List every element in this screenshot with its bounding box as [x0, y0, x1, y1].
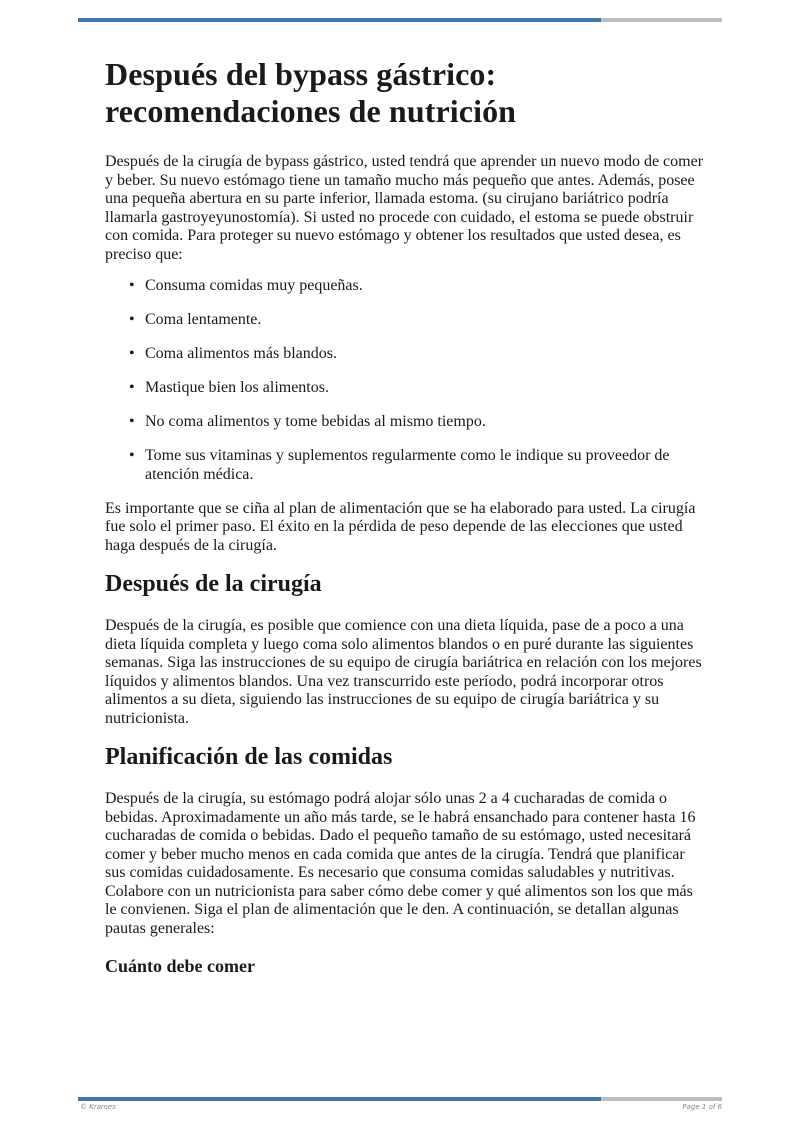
list-item: • Coma lentamente. [129, 311, 262, 328]
footer-progress-fill [78, 1097, 601, 1101]
closing-paragraph: Es importante que se ciña al plan de alimentación que se ha elaborado para usted. La cirugía fue solo el primer paso. El éxito en la pérdida de peso depende de las elecciones que usted haga después de la cirugía. [105, 499, 696, 554]
document-content [105, 56, 705, 977]
list-item: • Tome sus vitaminas y suplementos regularmente como le indique su proveedor de atención médica. [129, 447, 670, 483]
footer-page-number: Page 1 of 6 [682, 1103, 722, 1111]
recommendations-list [105, 277, 705, 484]
list-item: • Mastique bien los alimentos. [129, 379, 329, 396]
bullet-icon: • [129, 447, 135, 464]
bullet-icon: • [129, 277, 135, 294]
section-heading-after-surgery: Después de la cirugía [105, 571, 322, 597]
list-item: • Consuma comidas muy pequeñas. [129, 277, 363, 294]
page-title: Después del bypass gástrico: recomendaciones de nutrición [105, 56, 517, 129]
intro-paragraph: Después de la cirugía de bypass gástrico, usted tendrá que aprender un nuevo modo de comer y beber. Su nuevo estómago tiene un tamaño mucho más pequeño que antes. Además, posee una pequeña abertura en su parte inferior, llamada estoma. (su cirujano bariátrico podría llamarla gastroyeyunostomía). Si usted no procede con cuidado, el estoma se puede obstruir con comida. Para proteger su nuevo estómago y obtener los resultados que usted desea, es preciso que: [105, 153, 704, 263]
section-body-meal-planning: Después de la cirugía, su estómago podrá alojar sólo unas 2 a 4 cucharadas de comida o bebidas. Aproximadamente un año más tarde, se le habrá ensanchado para contener hasta 16 cucharadas de comida o bebidas. Dado el pequeño tamaño de su estómago, usted necesitará comer y beber mucho menos en cada comida que antes de la cirugía. Tendrá que planificar sus comidas cuidadosamente. Es necesario que consuma comidas saludables y nutritivas. Colabore con un nutricionista para saber cómo debe comer y qué alimentos son los que más le convienen. Siga el plan de alimentación que le den. A continuación, se detallan algunas pautas generales: [105, 790, 696, 937]
bullet-icon: • [129, 413, 135, 430]
header-progress-bar [78, 18, 722, 22]
header-progress-fill [78, 18, 601, 22]
section-heading-meal-planning: Planificación de las comidas [105, 744, 393, 770]
bullet-icon: • [129, 311, 135, 328]
footer-copyright: © Krames [80, 1103, 116, 1111]
list-item: • Coma alimentos más blandos. [129, 345, 337, 362]
footer-progress-bar [78, 1097, 722, 1101]
section-body-after-surgery: Después de la cirugía, es posible que comience con una dieta líquida, pase de a poco a una dieta líquida completa y luego coma solo alimentos blandos o en puré durante las siguientes semanas. Siga las instrucciones de su equipo de cirugía bariátrica en relación con los mejores líquidos y alimentos blandos. Una vez transcurrido este período, podrá incorporar otros alimentos a su dieta, siguiendo las instrucciones de su equipo de cirugía bariátrica y su nutricionista. [105, 617, 702, 727]
subheading-how-much-to-eat: Cuánto debe comer [105, 956, 255, 976]
bullet-icon: • [129, 379, 135, 396]
bullet-icon: • [129, 345, 135, 362]
list-item: • No coma alimentos y tome bebidas al mismo tiempo. [129, 413, 486, 430]
